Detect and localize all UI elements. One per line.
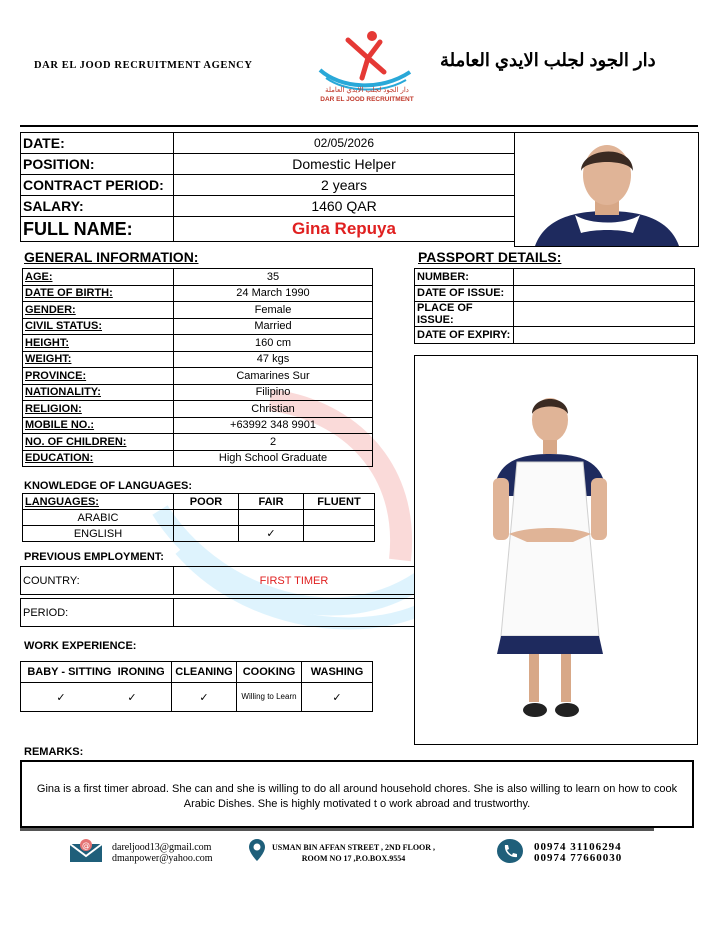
agency-name-arabic: دار الجود لجلب الايدي العاملة [440,50,656,70]
previous-employment-table [20,566,415,627]
babysitting-ironing-values [21,683,172,712]
height-value: 160 cm [174,335,373,352]
email-icon [68,838,104,864]
country-value: FIRST TIMER [174,567,415,595]
cleaning-header: CLEANING [172,662,237,683]
babysitting-ironing-header [21,662,172,683]
table-row [23,450,373,467]
full-name-label: FULL NAME: [21,217,174,242]
top-details-table [20,132,515,242]
language-fluent-cell [304,526,375,542]
languages-header: LANGUAGES: [23,494,174,510]
height-label: HEIGHT: [23,335,174,352]
nationality-label: NATIONALITY: [23,384,174,401]
washing-header: WASHING [302,662,373,683]
language-fair-cell: ✓ [239,526,304,542]
country-label: COUNTRY: [21,567,174,595]
date-of-expiry-value [514,327,695,344]
phone-1[interactable]: 00974 31106294 [534,841,622,853]
table-row [415,269,695,286]
age-value: 35 [174,269,373,286]
province-label: PROVINCE: [23,368,174,385]
table-row [21,599,415,627]
work-experience-title: WORK EXPERIENCE: [24,640,137,652]
children-value: 2 [174,434,373,451]
svg-text:@: @ [82,841,90,850]
contract-value: 2 years [174,175,515,196]
date-of-issue-label: DATE OF ISSUE: [415,285,514,302]
period-label: PERIOD: [21,599,174,627]
cooking-value: Willing to Learn [237,683,302,712]
fair-header: FAIR [239,494,304,510]
table-row [23,401,373,418]
table-row [23,302,373,319]
passport-number-label: NUMBER: [415,269,514,286]
language-fair-cell [239,510,304,526]
table-row [23,434,373,451]
cooking-header: COOKING [237,662,302,683]
previous-employment-title: PREVIOUS EMPLOYMENT: [24,551,164,563]
poor-header: POOR [174,494,239,510]
education-label: EDUCATION: [23,450,174,467]
babysitting-header: BABY - SITTING [27,666,112,678]
table-row [23,269,373,286]
place-of-issue-value [514,302,695,327]
cleaning-check: ✓ [172,683,237,712]
footer-divider [20,828,654,831]
table-row [21,567,415,595]
babysitting-check: ✓ [56,691,66,704]
province-value: Camarines Sur [174,368,373,385]
date-of-expiry-label: DATE OF EXPIRY: [415,327,514,344]
dob-label: DATE OF BIRTH: [23,285,174,302]
remarks-text: Gina is a first timer abroad. She can and she is willing to do all around household chores. She is also willing to learn on how to cook Arabic Dishes. She is highly motivated t o work abroad and trustworthy. [20,760,694,828]
nationality-value: Filipino [174,384,373,401]
religion-value: Christian [174,401,373,418]
languages-table [22,493,375,542]
children-label: NO. OF CHILDREN: [23,434,174,451]
phone-icon [496,838,524,864]
footer-emails [112,842,213,864]
education-value: High School Graduate [174,450,373,467]
general-info-title: GENERAL INFORMATION: [24,249,199,265]
phone-2[interactable]: 00974 77660030 [534,852,623,864]
table-row [23,351,373,368]
table-row [23,384,373,401]
date-value: 02/05/2026 [174,133,515,154]
religion-label: RELIGION: [23,401,174,418]
table-row [23,335,373,352]
date-label: DATE: [21,133,174,154]
table-row [23,526,375,542]
contract-label: CONTRACT PERIOD: [21,175,174,196]
gender-value: Female [174,302,373,319]
table-row [21,662,373,683]
general-info-table [22,268,373,467]
position-label: POSITION: [21,154,174,175]
dob-value: 24 March 1990 [174,285,373,302]
agency-logo [310,28,422,106]
fluent-header: FLUENT [304,494,375,510]
footer-phones [534,842,622,864]
gender-label: GENDER: [23,302,174,319]
salary-label: SALARY: [21,196,174,217]
table-row [21,683,373,712]
washing-check: ✓ [302,683,373,712]
date-of-issue-value [514,285,695,302]
table-row [23,494,375,510]
table-row [415,302,695,327]
headshot-photo [514,132,699,247]
passport-number-value [514,269,695,286]
languages-title: KNOWLEDGE OF LANGUAGES: [24,480,193,492]
full-body-photo [414,355,698,745]
table-row [23,318,373,335]
passport-table [414,268,695,344]
table-row [23,417,373,434]
ironing-check: ✓ [127,691,137,704]
ironing-header: IRONING [117,666,165,678]
civil-status-value: Married [174,318,373,335]
email-1[interactable]: dareljood13@gmail.com [112,842,212,853]
address-line-1: USMAN BIN AFFAN STREET , 2ND FLOOR , [272,843,436,852]
language-poor-cell [174,510,239,526]
place-of-issue-label: PLACE OF ISSUE: [415,302,514,327]
address-line-2: ROOM NO 17 ,P.O.BOX.9554 [301,854,406,863]
remarks-title: REMARKS: [24,746,84,758]
full-name-value: Gina Repuya [174,217,515,242]
agency-name-english: DAR EL JOOD RECRUITMENT AGENCY [34,60,253,71]
position-value: Domestic Helper [174,154,515,175]
salary-value: 1460 QAR [174,196,515,217]
table-row [23,510,375,526]
weight-label: WEIGHT: [23,351,174,368]
table-row [23,368,373,385]
mobile-label: MOBILE NO.: [23,417,174,434]
header-divider [20,125,698,127]
language-name: ARABIC [23,510,174,526]
passport-title: PASSPORT DETAILS: [418,249,562,265]
table-row [415,285,695,302]
age-label: AGE: [23,269,174,286]
language-poor-cell [174,526,239,542]
civil-status-label: CIVIL STATUS: [23,318,174,335]
period-value [174,599,415,627]
logo-english-text: DAR EL JOOD RECRUITMENT [320,96,414,103]
language-name: ENGLISH [23,526,174,542]
footer-address [272,842,435,864]
mobile-value: +63992 348 9901 [174,417,373,434]
weight-value: 47 kgs [174,351,373,368]
work-experience-table [20,661,373,712]
logo-arabic-text: دار الجود لجلب الايدي العاملة [325,87,409,94]
language-fluent-cell [304,510,375,526]
location-pin-icon [248,838,266,862]
table-row [23,285,373,302]
email-2[interactable]: dmanpower@yahoo.com [112,853,213,864]
table-row [415,327,695,344]
